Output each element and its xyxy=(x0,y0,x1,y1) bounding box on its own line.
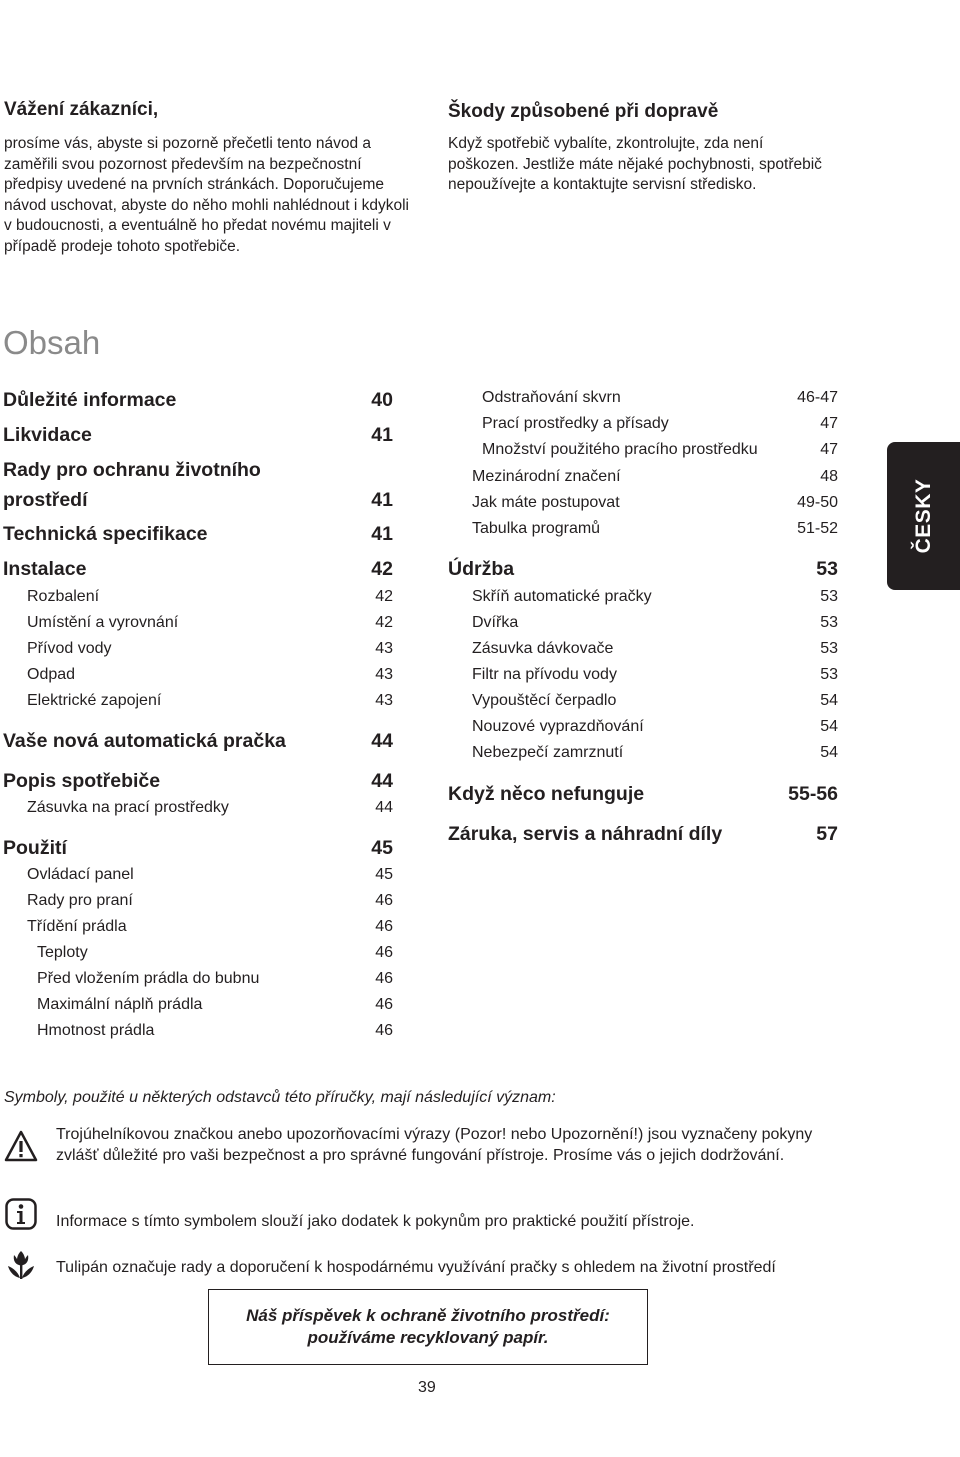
toc-entry-title: Technická specifikace xyxy=(3,523,208,545)
page-number: 39 xyxy=(418,1379,436,1396)
toc-entry-title: Instalace xyxy=(3,558,87,580)
intro-body: prosíme vás, abyste si pozorně přečetli tento návod a zaměřili svou pozornost především na bezpečnostní předpisy uvedené na prvních stránkách. Doporučujeme návod uschovat, abyste do něho mohli nahlédnout i kdykoli v budoucnosti, a eventuálně ho předat novému majiteli v případě prodeje tohoto spotřebiče. xyxy=(4,135,409,255)
toc-entry-title: Odstraňování skvrn xyxy=(482,389,621,406)
toc-entry-title: Umístění a vyrovnání xyxy=(27,614,179,631)
toc-entry[interactable] xyxy=(3,523,393,546)
toc-subentry[interactable] xyxy=(27,588,393,606)
toc-entry-page: 53 xyxy=(820,588,838,605)
toc-entry-page: 53 xyxy=(820,666,838,683)
toc-subentry[interactable] xyxy=(482,389,838,407)
toc-entry[interactable] xyxy=(3,389,393,412)
toc-subentry[interactable] xyxy=(482,441,838,459)
toc-entry-title: Prací prostředky a přísady xyxy=(482,415,669,432)
toc-entry-title: Rady pro ochranu životního xyxy=(3,459,261,481)
toc-entry[interactable] xyxy=(448,783,838,806)
toc-entry[interactable] xyxy=(448,558,838,581)
toc-subentry[interactable] xyxy=(472,692,838,710)
toc-entry-page: 47 xyxy=(820,415,838,432)
toc-entry-page: 42 xyxy=(375,588,393,605)
toc-subentry[interactable] xyxy=(472,718,838,736)
toc-subentry[interactable] xyxy=(482,415,838,433)
toc-entry-page: 46 xyxy=(375,1022,393,1039)
toc-entry-title: Maximální náplň prádla xyxy=(37,996,203,1013)
warning-symbol-text: Trojúhelníkovou značkou anebo upozorňovacími výrazy (Pozor! nebo Upozornění!) jsou vyznačeny pokyny zvlášť důležité pro vaši bezpečnost a pro správné fungování přístroje. Prosíme vás o jejich dodržování. xyxy=(56,1126,813,1164)
toc-entry[interactable] xyxy=(3,730,393,753)
tulip-symbol-text: Tulipán označuje rady a doporučení k hospodárnému využívání pračky s ohledem na životní prostředí xyxy=(56,1259,776,1276)
toc-entry-page: 44 xyxy=(371,770,393,792)
toc-entry-page: 42 xyxy=(375,614,393,631)
intro-title: Vážení zákazníci, xyxy=(4,99,159,120)
info-symbol-text: Informace s tímto symbolem slouží jako dodatek k pokynům pro praktické použití přístroje. xyxy=(56,1213,695,1230)
toc-entry-title: Rozbalení xyxy=(27,588,100,605)
toc-entry-page: 41 xyxy=(371,523,393,545)
toc-entry-title: Množství použitého pracího prostředku xyxy=(482,441,758,458)
toc-entry-page: 43 xyxy=(375,666,393,683)
toc-entry-title: Třídění prádla xyxy=(27,918,127,935)
toc-entry-page: 45 xyxy=(371,837,393,859)
toc-subentry[interactable] xyxy=(472,494,838,512)
toc-entry-title: Mezinárodní značení xyxy=(472,468,621,485)
toc-subentry[interactable] xyxy=(27,866,393,884)
toc-entry-title: Ovládací panel xyxy=(27,866,134,883)
toc-subentry[interactable] xyxy=(27,918,393,936)
toc-entry[interactable] xyxy=(3,455,393,515)
toc-entry-title: Záruka, servis a náhradní díly xyxy=(448,823,723,845)
transport-damage-body: Když spotřebič vybalíte, zkontrolujte, zda není poškozen. Jestliže máte nějaké pochybnosti, spotřebič nepoužívejte a kontaktujte servisní středisko. xyxy=(448,135,822,194)
toc-entry-page: 43 xyxy=(375,640,393,657)
toc-subentry[interactable] xyxy=(27,640,393,658)
toc-subentry[interactable] xyxy=(37,1022,393,1040)
toc-subentry[interactable] xyxy=(37,970,393,988)
toc-entry-title-cont: prostředí xyxy=(3,489,88,511)
toc-subentry[interactable] xyxy=(27,692,393,710)
toc-entry-page: 44 xyxy=(375,799,393,816)
toc-entry-title: Jak máte postupovat xyxy=(472,494,620,511)
toc-entry[interactable] xyxy=(3,770,393,793)
toc-entry-page: 54 xyxy=(820,718,838,735)
toc-entry-title: Vypouštěcí čerpadlo xyxy=(472,692,617,709)
toc-entry-page: 43 xyxy=(375,692,393,709)
toc-entry-title: Elektrické zapojení xyxy=(27,692,162,709)
warning-triangle-icon xyxy=(4,1130,38,1167)
toc-subentry[interactable] xyxy=(472,640,838,658)
toc-entry-title: Když něco nefunguje xyxy=(448,783,645,805)
toc-entry-title: Nouzové vyprazdňování xyxy=(472,718,644,735)
toc-entry-title: Použití xyxy=(3,837,67,859)
info-icon xyxy=(5,1198,37,1235)
toc-entry-page: 42 xyxy=(371,558,393,580)
toc-entry-title: Odpad xyxy=(27,666,76,683)
toc-entry-title: Tabulka programů xyxy=(472,520,601,537)
toc-entry-page: 46 xyxy=(375,944,393,961)
toc-entry-page: 53 xyxy=(820,640,838,657)
toc-entry-title: Zásuvka na prací prostředky xyxy=(27,799,229,816)
recycled-paper-note xyxy=(208,1289,648,1365)
toc-subentry[interactable] xyxy=(472,666,838,684)
toc-entry-page: 44 xyxy=(371,730,393,752)
recycled-paper-line2: používáme recyklovaný papír. xyxy=(307,1328,549,1347)
toc-entry[interactable] xyxy=(3,558,393,581)
toc-entry-title: Nebezpečí zamrznutí xyxy=(472,744,624,761)
toc-entry-page: 46 xyxy=(375,892,393,909)
language-tab-label: ČESKY xyxy=(911,478,935,554)
toc-entry-page: 54 xyxy=(820,692,838,709)
toc-entry-page: 41 xyxy=(371,424,393,446)
symbols-intro: Symboly, použité u některých odstavců této příručky, mají následující význam: xyxy=(4,1089,556,1106)
toc-heading: Obsah xyxy=(3,324,101,361)
toc-entry-page: 46 xyxy=(375,918,393,935)
toc-subentry[interactable] xyxy=(27,799,393,817)
toc-subentry[interactable] xyxy=(37,944,393,962)
toc-entry[interactable] xyxy=(3,424,393,447)
toc-entry-title: Likvidace xyxy=(3,424,92,446)
toc-entry-page: 41 xyxy=(371,489,393,511)
toc-entry-title: Teploty xyxy=(37,944,88,961)
toc-entry-page: 55-56 xyxy=(788,783,838,805)
toc-entry-page: 46-47 xyxy=(797,389,838,406)
toc-subentry[interactable] xyxy=(472,468,838,486)
toc-entry-title: Dvířka xyxy=(472,614,519,631)
toc-entry-page: 51-52 xyxy=(797,520,838,537)
toc-entry-title: Přívod vody xyxy=(27,640,112,657)
toc-entry-title: Důležité informace xyxy=(3,389,177,411)
transport-damage-title: Škody způsobené při dopravě xyxy=(448,101,719,122)
toc-subentry[interactable] xyxy=(472,588,838,606)
toc-entry-title: Zásuvka dávkovače xyxy=(472,640,614,657)
toc-entry-page: 46 xyxy=(375,970,393,987)
toc-entry[interactable] xyxy=(448,823,838,846)
toc-entry-page: 47 xyxy=(820,441,838,458)
toc-entry-page: 53 xyxy=(816,558,838,580)
toc-entry-title: Rady pro praní xyxy=(27,892,133,909)
toc-subentry[interactable] xyxy=(472,520,838,538)
toc-entry-title: Skříň automatické pračky xyxy=(472,588,652,605)
toc-entry-page: 45 xyxy=(375,866,393,883)
toc-entry-page: 40 xyxy=(371,389,393,411)
toc-entry-page: 57 xyxy=(816,823,838,845)
toc-subentry[interactable] xyxy=(27,892,393,910)
toc-entry-page: 48 xyxy=(820,468,838,485)
toc-subentry[interactable] xyxy=(27,666,393,684)
toc-entry-page: 53 xyxy=(820,614,838,631)
toc-entry-title: Vaše nová automatická pračka xyxy=(3,730,286,752)
toc-subentry[interactable] xyxy=(37,996,393,1014)
tulip-icon xyxy=(5,1247,37,1286)
toc-entry-page: 49-50 xyxy=(797,494,838,511)
recycled-paper-line1: Náš příspěvek k ochraně životního prostředí: xyxy=(246,1306,610,1325)
toc-entry-title: Před vložením prádla do bubnu xyxy=(37,970,260,987)
language-tab xyxy=(887,442,960,590)
toc-entry-title: Údržba xyxy=(448,558,515,580)
toc-entry-title: Filtr na přívodu vody xyxy=(472,666,617,683)
toc-entry[interactable] xyxy=(3,837,393,860)
toc-subentry[interactable] xyxy=(472,744,838,762)
toc-subentry[interactable] xyxy=(27,614,393,632)
toc-entry-title: Hmotnost prádla xyxy=(37,1022,155,1039)
toc-subentry[interactable] xyxy=(472,614,838,632)
toc-entry-page: 54 xyxy=(820,744,838,761)
toc-entry-title: Popis spotřebiče xyxy=(3,770,161,792)
toc-entry-page: 46 xyxy=(375,996,393,1013)
